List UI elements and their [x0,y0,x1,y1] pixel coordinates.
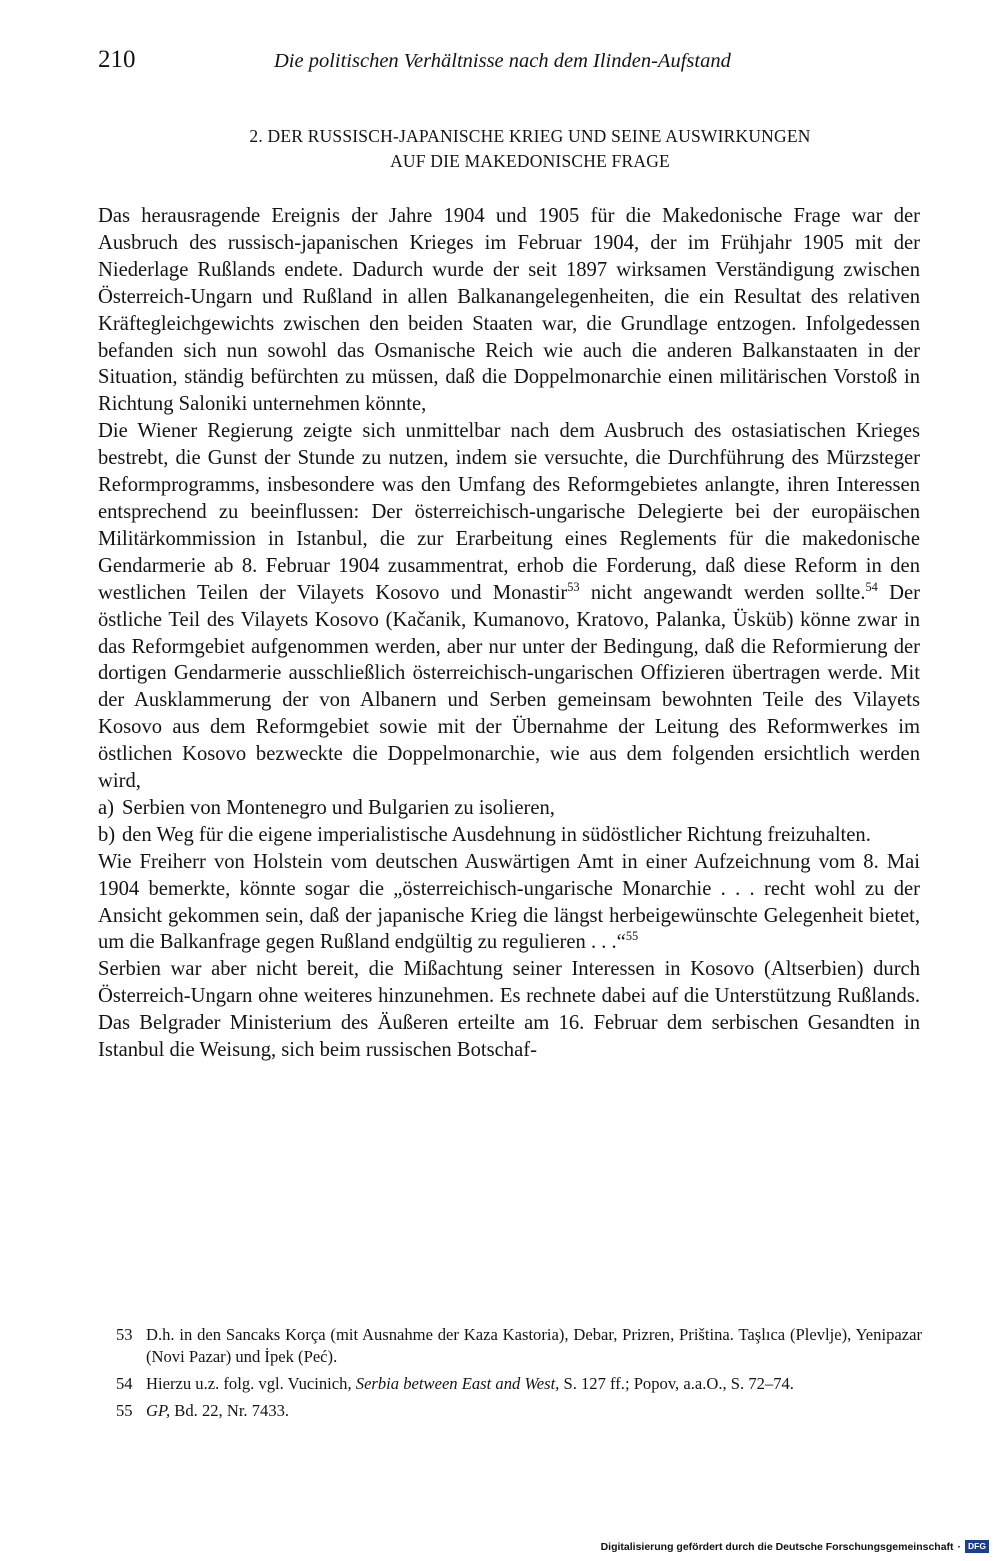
paragraph-2-part-3: Der östliche Teil des Vilayets Kosovo (Kačanik, Kumanovo, Kratovo, Palanka, Üsküb) könne zwar in das Reformgebiet aufgenommen werden, aber nur unter der Bedingung, daß die Reformierung der dortigen Gendarmerie ausschließlich österreichisch-ungarischen Offizieren übertragen werde. Mit der Ausklammerung der von Albanern und Serben gemeinsam bewohnten Teile des Vilayets Kosovo aus dem Reformgebiet sowie mit der Übernahme der Leitung des Reformwerkes im östlichen Kosovo bezweckte die Doppelmonarchie, wie aus dem folgenden ersichtlich werden wird, [98,581,921,793]
footnotes [116,1324,922,1427]
list-item-b [98,822,920,849]
paragraph-3-text: Wie Freiherr von Holstein vom deutschen Auswärtigen Amt in einer Aufzeichnung vom 8. Mai 1904 bemerkte, könnte sogar die „österreichisch-ungarische Monarchie . . . recht wohl zu der Ansicht gekommen sein, daß der japanische Krieg die längst herbeigewünschte Gelegenheit bietet, um die Balkanfrage gegen Rußland endgültig zu regulieren . . .“ [98,850,920,954]
footnote-text: D.h. in den Sancaks Korça (mit Ausnahme der Kaza Kastoria), Debar, Prizren, Priština. Taşlıca (Plevlje), Yenipazar (Novi Pazar) und İpek (Peć). [146,1325,922,1366]
footnote-54 [116,1373,922,1395]
footnote-text [146,1400,922,1422]
footnote-55 [116,1400,922,1422]
dfg-logo: DFG [965,1540,989,1553]
footnote-text-after: Bd. 22, Nr. 7433. [170,1401,290,1420]
footer-separator: · [957,1540,962,1553]
footnote-text [146,1373,922,1395]
footnote-number: 53 [116,1325,133,1344]
paragraph-4: Serbien war aber nicht bereit, die Mißachtung seiner Interessen in Kosovo (Altserbien) durch Österreich-Ungarn ohne weiteres hinzunehmen. Es rechnete dabei auf die Unterstützung Rußlands. Das Belgrader Ministerium des Äußeren erteilte am 16. Februar dem serbischen Gesandten in Istanbul die Weisung, sich beim russischen Botschaf- [98,958,920,1062]
section-heading [150,124,910,174]
list-item-a [98,795,920,822]
footnote-reference-54: 54 [865,579,878,594]
paragraph-1: Das herausragende Ereignis der Jahre 1904 und 1905 für die Makedonische Frage war der Ausbruch des russisch-japanischen Krieges im Februar 1904, der im Frühjahr 1905 mit der Niederlage Rußlands endete. Dadurch wurde der seit 1897 wirksamen Verständigung zwischen Österreich-Ungarn und Rußland in allen Balkanangelegenheiten, die ein Resultat des relativen Kräftegleichgewichts zwischen den beiden Staaten war, die Grundlage entzogen. Infolgedessen befanden sich nun sowohl das Osmanische Reich wie auch die anderen Balkanstaaten in der Situation, ständig befürchten zu müssen, daß die Doppelmonarchie einen militärischen Vorstoß in Richtung Saloniki unternehmen könnte, [98,205,920,416]
footnote-title-italic: Serbia between East and West, [355,1374,560,1393]
footnote-53 [116,1324,922,1368]
footnote-number: 55 [116,1401,133,1420]
running-title: Die politischen Verhältnisse nach dem Ilinden-Aufstand [274,50,731,72]
list-text-a: Serbien von Montenegro und Bulgarien zu isolieren, [122,796,555,819]
footnote-source-italic: GP, [146,1401,171,1420]
digitization-footer [601,1540,989,1553]
paragraph-2-part-2: nicht angewandt werden sollte. [579,581,866,604]
page-number: 210 [98,46,136,73]
paragraph-3 [98,849,920,957]
paragraph-2-part-1: Die Wiener Regierung zeigte sich unmittelbar nach dem Ausbruch des ostasiatischen Krieges bestrebt, die Gunst der Stunde zu nutzen, indem sie versuchte, die Durchführung des Mürzsteger Reformprogramms, insbesondere was den Umfang des Reformgebietes anlangte, ihren Interessen entsprechend zu beeinflussen: Der österreichisch-ungarische Delegierte bei der europäischen Militärkommission in Istanbul, die zur Erarbeitung eines Reglements für die makedonische Gendarmerie ab 8. Februar 1904 zusammentrat, erhob die Forderung, daß diese Reform in den westlichen Teilen der Vilayets Kosovo und Monastir [98,420,920,604]
section-heading-line-1: 2. DER RUSSISCH-JAPANISCHE KRIEG UND SEINE AUSWIRKUNGEN [249,126,811,146]
running-head [98,46,918,80]
footnote-number: 54 [116,1374,133,1393]
footnote-text-before: Hierzu u.z. folg. vgl. Vucinich, [146,1374,356,1393]
list-text-b: den Weg für die eigene imperialistische Ausdehnung in südöstlicher Richtung freizuhalten. [122,823,871,846]
list-marker-a: a) [98,796,114,819]
footnote-text-after: S. 127 ff.; Popov, a.a.O., S. 72–74. [559,1374,794,1393]
paragraph-2 [98,418,920,795]
body-text [98,203,920,1064]
footnote-reference-55: 55 [625,929,639,944]
footnote-reference-53: 53 [567,579,580,594]
footer-text: Digitalisierung gefördert durch die Deutsche Forschungsgemeinschaft [600,1540,954,1553]
list-marker-b: b) [98,823,116,846]
section-heading-line-2: AUF DIE MAKEDONISCHE FRAGE [390,151,670,171]
